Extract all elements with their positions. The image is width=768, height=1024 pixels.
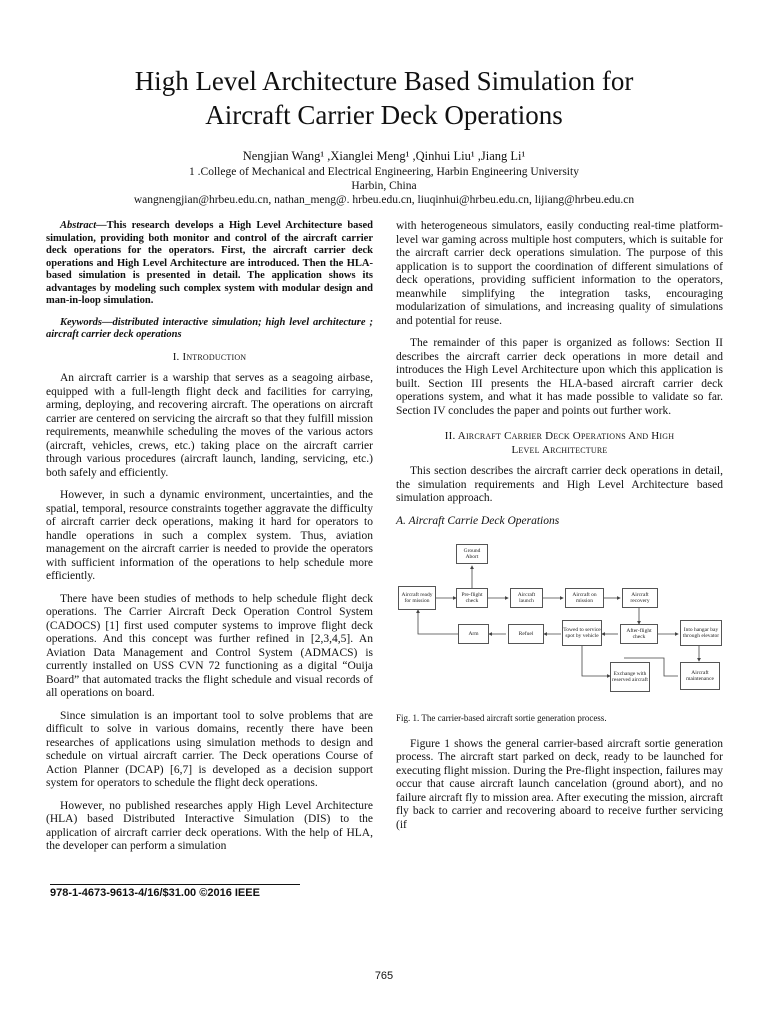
node-towed: Towed to service spot by vehicle — [562, 620, 602, 646]
node-ground-abort: Ground Abort — [456, 544, 488, 564]
node-aircraft-on-mission: Aircraft on mission — [565, 588, 604, 608]
title-line-1: High Level Architecture Based Simulation for — [134, 66, 634, 96]
left-column — [46, 220, 373, 863]
right-column — [396, 220, 723, 841]
right-paragraph-1: with heterogeneous simulators, easily conducting real-time platform-level war gaming across multiple host computers, which is suitable for the aircraft carrier deck operations simulation. The purpose of this application is to support the coordination of different simulations of deck operations, providing sufficient information to the operators, meanwhile simplifying the integration tasks, encouraging modularization of simulations, and increasing quality of simulations and potential for reuse. — [396, 220, 723, 327]
section-2-heading — [396, 430, 723, 457]
intro-paragraph-5: However, no published researches apply High Level Architecture (HLA) based Distributed Interactive Simulation (DIS) to the application of aircraft carrier deck operations. With the help of HLA, the developer can perform a simulation — [46, 799, 373, 852]
node-aircraft-ready: Aircraft ready for mission — [398, 586, 436, 610]
node-arm: Arm — [458, 624, 489, 644]
section-2-heading-line-2: Level Architecture — [511, 443, 608, 456]
node-hangar: Into hangar bay through elevator — [680, 620, 722, 646]
node-aircraft-recovery: Aircraft recovery — [622, 588, 658, 608]
affiliation-city: Harbin, China — [351, 180, 417, 192]
node-refuel: Refuel — [508, 624, 544, 644]
copyright-notice: 978-1-4673-9613-4/16/$31.00 ©2016 IEEE — [50, 884, 300, 899]
right-paragraph-4: Figure 1 shows the general carrier-based aircraft sortie generation process. The aircraft start parked on deck, ready to be launched for executing flight mission. During the Pre-flight inspection, failures may occur that cause aircraft launch cancelation (ground abort), and no failure aircraft fly to mission area. After executing the mission, aircraft fly back to carrier and recovering aboard to receive further servicing (if — [396, 737, 723, 831]
figure-1-caption: Fig. 1. The carrier-based aircraft sortie generation process. — [396, 713, 607, 723]
figure-1-flowchart — [396, 536, 726, 704]
author-list: Nengjian Wang¹ ,Xianglei Meng¹ ,Qinhui Liu¹ ,Jiang Li¹ — [242, 149, 526, 163]
affiliation-line: 1 .College of Mechanical and Electrical Engineering, Harbin Engineering University — [189, 166, 579, 178]
section-1-heading: I. Introduction — [172, 350, 247, 363]
keywords: Keywords—distributed interactive simulation; high level architecture ; aircraft carrier deck operations — [46, 316, 373, 340]
affiliation-block — [40, 165, 728, 207]
title-line-2: Aircraft Carrier Deck Operations — [205, 100, 563, 130]
node-preflight-check: Pre-flight check — [456, 588, 488, 608]
paper-title — [40, 64, 728, 132]
abstract-text: This research develops a High Level Architecture based simulation, providing both monitor and control of the aircraft carrier deck operations for the operators. First, the aircraft carrier deck operations and High Level Architecture are introduced. Then the HLA-based simulation is presented in detail. The application shows its advantages by modeling such complex system with modular design and man-in-loop simulation. — [46, 220, 373, 306]
node-afterflight-check: After-flight check — [620, 624, 658, 644]
section-2-heading-line-1: II. Aircraft Carrier Deck Operations And High — [444, 430, 675, 442]
abstract — [46, 220, 373, 308]
subsection-a-heading: A. Aircraft Carrie Deck Operations — [396, 514, 560, 527]
node-exchange: Exchange with reserved aircraft — [610, 662, 650, 692]
intro-paragraph-2: However, in such a dynamic environment, uncertainties, and the spatial, temporal, resource constraints together aggravate the difficulty of aircraft carrier deck operations, making it hard for operators to handle operations in such a complex system. Thus, aviation management on the aircraft carrier is needed to provide the operators with sufficient information of the operations to help schedule more efficiently. — [46, 489, 373, 582]
right-paragraph-3: This section describes the aircraft carrier deck operations in detail, the simulation requirements and High Level Architecture based simulation approach. — [396, 465, 723, 504]
author-emails: wangnengjian@hrbeu.edu.cn, nathan_meng@. hrbeu.edu.cn, liuqinhui@hrbeu.edu.cn, lijiang@hrbeu.edu.cn — [133, 194, 635, 206]
flowchart-arrows — [396, 536, 726, 704]
intro-paragraph-1: An aircraft carrier is a warship that serves as a seagoing airbase, equipped with a full-length flight deck and facilities for carrying, arming, deploying, and recovering aircraft. The operations on aircraft carrier are centered on servicing the aircraft so that they fulfill mission requirements, meanwhile scheduling the moves of the various actors (aircraft, vehicles, crews, etc.) taking place on the aircraft carrier through various procedures (aircraft launch, landing, servicing, etc.) both safely and efficiently. — [46, 372, 373, 479]
page-number: 765 — [374, 970, 394, 982]
abstract-label: Abstract— — [60, 220, 107, 231]
node-maintenance: Aircraft maintenance — [680, 662, 720, 690]
intro-paragraph-3: There have been studies of methods to help schedule flight deck operations. The Carrier Aircraft Deck Operation Control System (CADOCS) [1] first used computer systems to improve flight deck operations. And this concept was further refined in [2,3,4,5]. An Aviation Data Management and Control System (ADMACS) is currently installed on USS CVN 72 functioning as a digital “Ouija Board” that automated tracks the flight schedule and visual records of all operations on board. — [46, 592, 373, 699]
right-paragraph-2: The remainder of this paper is organized as follows: Section II describes the aircraft carrier deck operations in more detail and introduces the High Level Architecture upon which this application is built. Section III presents the HLA-based aircraft carrier deck operations system, and what it has made possible to validate so far. Section IV concludes the paper and points out further work. — [396, 337, 723, 417]
intro-paragraph-4: Since simulation is an important tool to solve problems that are difficult to solve in various domains, recently there have been researches of applications using simulation methods to design and schedule on virtual aircraft carrier. The Deck operations Course of Action Planner (DCAP) [6,7] is developed as a decision support system for operators to schedule the flight deck operations. — [46, 709, 373, 789]
node-aircraft-launch: Aircraft launch — [510, 588, 543, 608]
